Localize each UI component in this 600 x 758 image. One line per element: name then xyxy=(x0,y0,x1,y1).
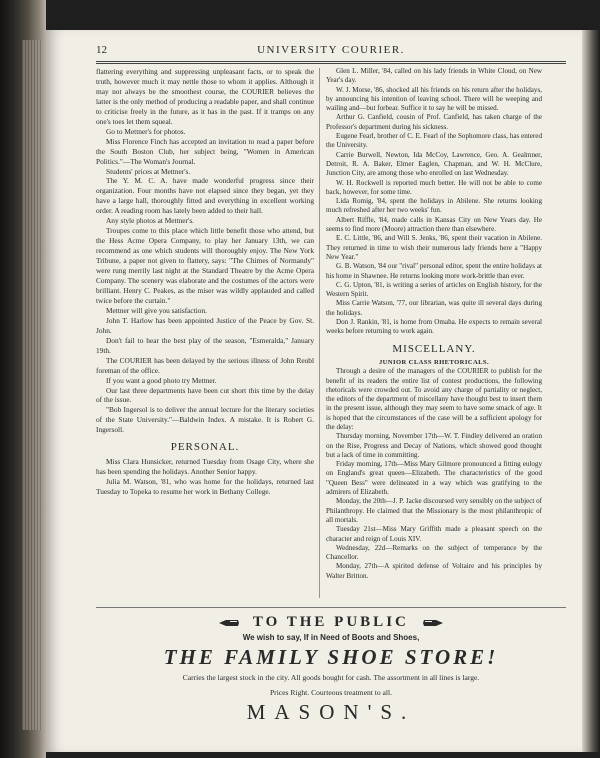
paragraph: C. G. Upton, '81, is writing a series of articles on English history, for the Western Spirit. xyxy=(326,280,542,299)
miscellany-heading: MISCELLANY. xyxy=(392,342,476,355)
paragraph: E. C. Little, '86, and Will S. Jenks, '86, spent their vacation in Abilene. They returned in time to wish their numerous lady friends here a "Happy New Year." xyxy=(326,234,542,261)
advertisement-subline: We wish to say, If in Need of Boots and Shoes, xyxy=(242,633,420,642)
advertisement-headline: TO THE PUBLIC xyxy=(252,614,409,630)
paragraph: Tuesday 21st—Miss Mary Griffith made a pleasant speech on the character and reign of Louis XIV. xyxy=(326,525,542,543)
paragraph: Don't fail to hear the best play of the season, "Esmeralda," January 19th. xyxy=(96,335,314,355)
paragraph: Troupes come to this place which little benefit those who attend, but the Hess Acme Opera Company, to play her January 13th, we can recommend as one which students will thoroughly enjoy. The New York Tribune, a paper not given to flattery, says: "The Chimes of Normandy" were rung merrily last night at the Standard Theatre by the Acme Opera Company. The scenery was elaborate and the costumes of the actors were brilliant. Henry C. Peakes, as the miser was wildly applauded and called twice before the curtain." xyxy=(96,226,314,305)
paragraph: Miss Carrie Watson, '77, our librarian, was quite ill several days during the holidays. xyxy=(326,299,542,317)
paragraph: The Y. M. C. A. have made wonderful progress since their organization. Four months have not elapsed since they began, yet they have a large hall, thoroughly fitted and everything in excellent working order. A reading room has lately been added to their hall. xyxy=(96,176,314,216)
paragraph: Go to Mettner's for photos. xyxy=(106,126,186,136)
right-column xyxy=(326,67,542,581)
header-rule xyxy=(96,61,566,64)
paragraph: Monday, the 20th—J. P. Jacke discoursed very sensibly on the subject of Philanthropy. He claimed that the Missionary is the most philanthropic of all mortals. xyxy=(326,497,543,524)
paragraph: The COURIER has been delayed by the serious illness of John Reubl foreman of the office. xyxy=(96,355,314,375)
paragraph: W. J. Morse, '86, shocked all his friends on his return after the holidays, by announcing his intention of leaving school. There will be weeping and wailing and—but forbear. Suffice it to say he will be missed. xyxy=(326,85,542,113)
paragraph: Mettner will give you satisfaction. xyxy=(106,305,207,315)
paragraph: "Bob Ingersol is to deliver the annual lecture for the literary societies of the State University."—Baldwin Index. A mistake. It is Robert G. Ingersoll. xyxy=(96,405,314,435)
paragraph: Albert Riffle, '84, made calls in Kansas City on New Years day. He seems to find more (Moore) attraction there than elsewhere. xyxy=(326,215,542,234)
advertisement-rule xyxy=(96,607,566,608)
right-page-edge xyxy=(582,30,600,752)
store-name: THE FAMILY SHOE STORE! xyxy=(163,645,499,669)
paragraph: Lida Romig, '84, spent the holidays in Abilene. She returns looking much refreshed after her two weeks' fun. xyxy=(326,197,542,215)
junior-rhetoricals-subheading: JUNIOR CLASS RHETORICALS. xyxy=(378,358,490,366)
advertisement-headline-row xyxy=(96,614,566,631)
left-column xyxy=(96,67,314,497)
store-pricing: Prices Right. Courteous treatment to all. xyxy=(269,688,393,697)
paragraph: Students' prices at Mettner's. xyxy=(106,166,191,176)
paragraph: If you want a good photo try Mettner. xyxy=(106,375,217,385)
paragraph: Don J. Rankin, '81, is home from Omaha. He expects to remain several weeks before returning to work again. xyxy=(326,318,542,336)
paragraph: Carrie Burwell, Newton, Ida McCoy, Lawrence, Geo. A. Gealmner, Detroit, R. A. Baker, Elmer Eaglen, Chapman, and W. H. McClure, Junction City, are among those who enrolled on last Wednesday. xyxy=(326,150,542,178)
pointing-hand-right-icon xyxy=(422,618,444,628)
paragraph: Arthur G. Canfield, cousin of Prof. Canfield, has taken charge of the Professor's department during his sickness. xyxy=(326,113,542,131)
pointing-hand-left-icon xyxy=(218,618,240,628)
running-title: UNIVERSITY COURIER. xyxy=(257,44,405,56)
paragraph: W. H. Rockwell is reported much better. He will not be able to come back, however, for some time. xyxy=(326,178,542,196)
paragraph: Miss Clara Hunsicker, returned Tuesday from Osage City, where she has been spending the holidays. Another Senior happy. xyxy=(96,457,314,477)
paragraph: Thursday morning, November 17th—W. T. Findley delivered an oration on the Rise, Progress and Decay of Nations, which showed good thought but a lack of time in committing. xyxy=(326,432,542,459)
paragraph: flattering everything and suppressing unpleasant facts, or to speak the truth, however much it may nettle those to whom it applies. Although it may not always be the smoothest course, the COURIER believes the latter is the only method of producing a readable paper, and shall continue to criticise freely in the future, as it has in the past. If it tramps on any one's toes let them squeal. xyxy=(96,67,314,126)
page-edges xyxy=(22,40,42,730)
paragraph: Through a desire of the managers of the COURIER to publish for the benefit of its readers the entire list of contest productions, the following rhetoricals were crowded out. To avoid any charge of partiality or neglect, the editors of the department of miscellany have thought best to insert them in the present issue, although they may seem to have some smack of age. It is hoped that the circumstances of the case will be a sufficient apology for the delay: xyxy=(326,367,542,431)
page-header xyxy=(96,44,566,60)
paragraph: G. B. Watson, '84 our "rival" personal editor, spent the entire holidays at his home in Shawnee. He returns looking more work-brittle than ever. xyxy=(326,262,542,280)
paragraph: Eugene Fearl, brother of C. E. Fearl of the Sophomore class, has entered the University. xyxy=(326,132,542,150)
paragraph: Miss Florence Finch has accepted an invitation to read a paper before the South Boston Club, her subject being, "Women in American Politics."—The Woman's Journal. xyxy=(96,136,314,166)
paragraph: Monday, 27th—A spirited defense of Voltaire and his principles by Walter Britton. xyxy=(326,562,542,580)
paragraph: Wednesday, 22d—Remarks on the subject of temperance by the Chancellor. xyxy=(326,543,542,562)
page-number: 12 xyxy=(96,44,107,56)
paragraph: Glen L. Miller, '84, called on his lady friends in White Cloud, on New Year's day. xyxy=(326,67,542,85)
store-details: Carries the largest stock in the city. All goods bought for cash. The assortment in all lines is large. xyxy=(182,673,480,682)
store-owner: MASON'S. xyxy=(246,700,416,724)
paragraph: Julia M. Watson, '81, who was home for the holidays, returned last Tuesday to Topeka to resume her work in Bethany College. xyxy=(96,477,314,497)
column-divider xyxy=(319,68,320,598)
paragraph: John T. Harlow has been appointed Justice of the Peace by Gov. St. John. xyxy=(96,315,314,335)
paragraph: Our last three departments have been cut short this time by the delay of the issue. xyxy=(96,385,314,405)
paragraph: Any style photos at Mettner's. xyxy=(106,216,195,226)
paragraph: Friday morning, 17th—Miss Mary Gilmore pronounced a fitting eulogy on England's great queen—Elizabeth. The characteristics of the good "Queen Bess" were delineated in a way which was gratifying to the admirers of Elizabeth. xyxy=(326,460,542,497)
personal-heading: PERSONAL. xyxy=(170,441,240,454)
